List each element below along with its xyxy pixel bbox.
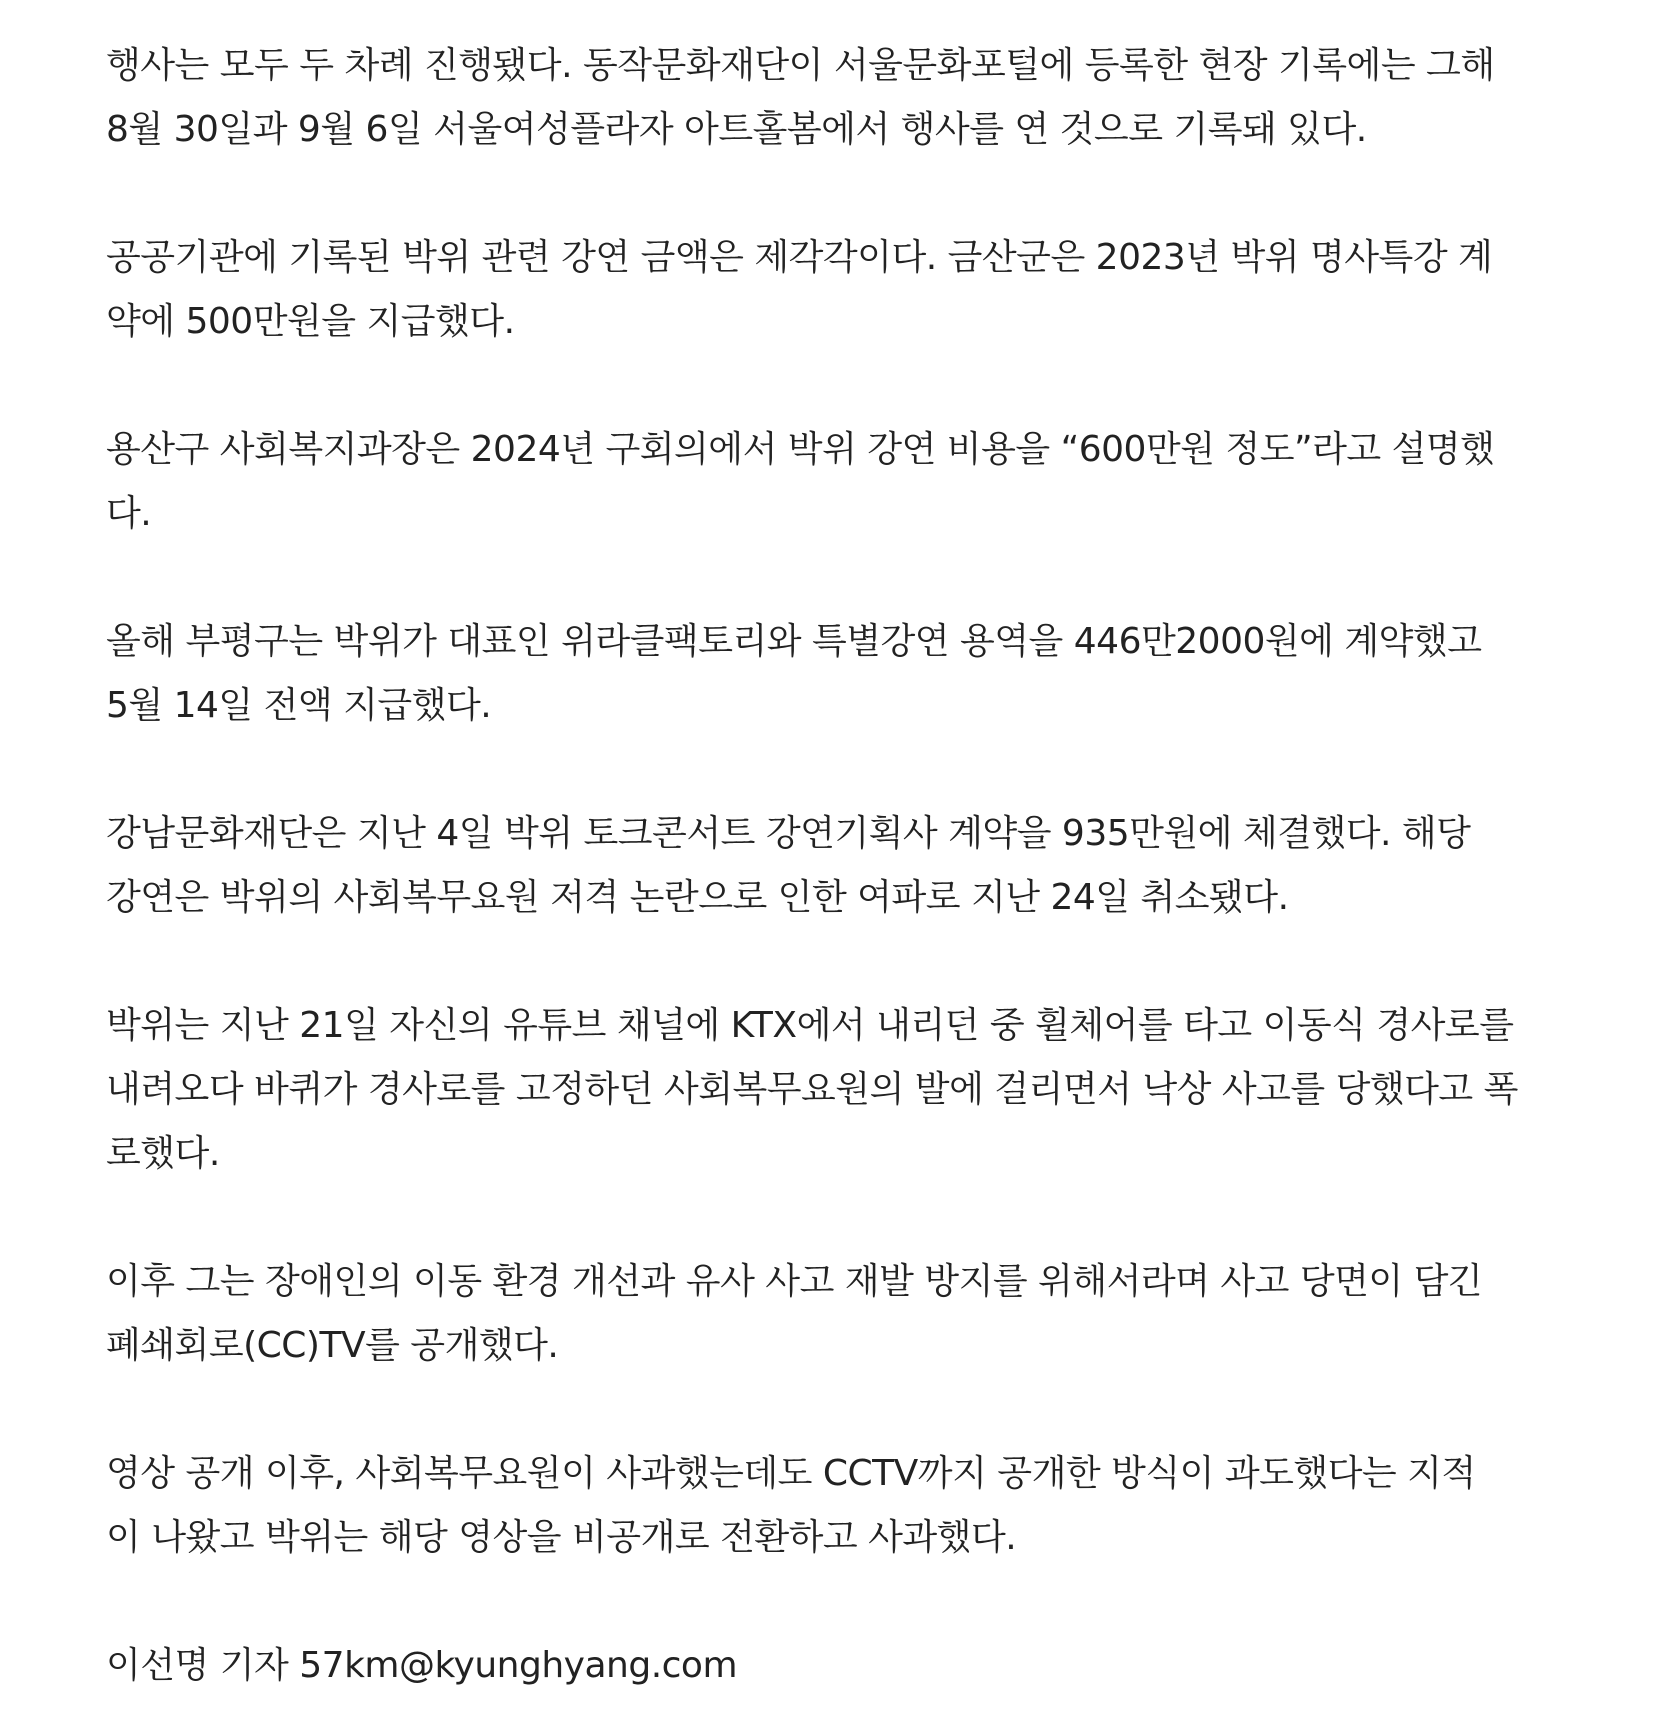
paragraph-1 [106, 34, 1566, 162]
paragraph-line: 로했다. [106, 1133, 220, 1174]
paragraph-line: 올해 부평구는 박위가 대표인 위라클팩토리와 특별강연 용역을 446만2000원에 계약했고 [106, 621, 1482, 662]
paragraph-3 [106, 418, 1566, 546]
paragraph-line: 이 나왔고 박위는 해당 영상을 비공개로 전환하고 사과했다. [106, 1517, 1017, 1558]
paragraph-line: 약에 500만원을 지급했다. [106, 301, 515, 342]
paragraph-line: 폐쇄회로(CC)TV를 공개했다. [106, 1325, 559, 1366]
paragraph-line: 강연은 박위의 사회복무요원 저격 논란으로 인한 여파로 지난 24일 취소됐다. [106, 877, 1289, 918]
paragraph-line: 다. [106, 493, 152, 534]
paragraph-line: 박위는 지난 21일 자신의 유튜브 채널에 KTX에서 내리던 중 휠체어를 타고 이동식 경사로를 [106, 1005, 1514, 1046]
paragraph-line: 내려오다 바퀴가 경사로를 고정하던 사회복무요원의 발에 걸리면서 낙상 사고를 당했다고 폭 [106, 1069, 1518, 1110]
byline: 이선명 기자 57km@kyunghyang.com [106, 1645, 738, 1686]
paragraph-4 [106, 610, 1566, 738]
paragraph-7 [106, 1250, 1566, 1378]
paragraph-5 [106, 802, 1566, 930]
paragraph-6 [106, 994, 1566, 1186]
paragraph-line: 강남문화재단은 지난 4일 박위 토크콘서트 강연기획사 계약을 935만원에 체결했다. 해당 [106, 813, 1471, 854]
paragraph-8 [106, 1442, 1566, 1570]
paragraph-line: 공공기관에 기록된 박위 관련 강연 금액은 제각각이다. 금산군은 2023년 박위 명사특강 계 [106, 237, 1493, 278]
paragraph-line: 5월 14일 전액 지급했다. [106, 685, 492, 726]
article-body [106, 34, 1566, 1698]
paragraph-2 [106, 226, 1566, 354]
paragraph-line: 용산구 사회복지과장은 2024년 구회의에서 박위 강연 비용을 “600만원 정도”라고 설명했 [106, 429, 1495, 470]
paragraph-line: 이후 그는 장애인의 이동 환경 개선과 유사 사고 재발 방지를 위해서라며 사고 당면이 담긴 [106, 1261, 1483, 1302]
paragraph-line: 행사는 모두 두 차례 진행됐다. 동작문화재단이 서울문화포털에 등록한 현장 기록에는 그해 [106, 45, 1495, 86]
paragraph-line: 8월 30일과 9월 6일 서울여성플라자 아트홀봄에서 행사를 연 것으로 기록돼 있다. [106, 109, 1367, 150]
paragraph-line: 영상 공개 이후, 사회복무요원이 사과했는데도 CCTV까지 공개한 방식이 과도했다는 지적 [106, 1453, 1476, 1494]
